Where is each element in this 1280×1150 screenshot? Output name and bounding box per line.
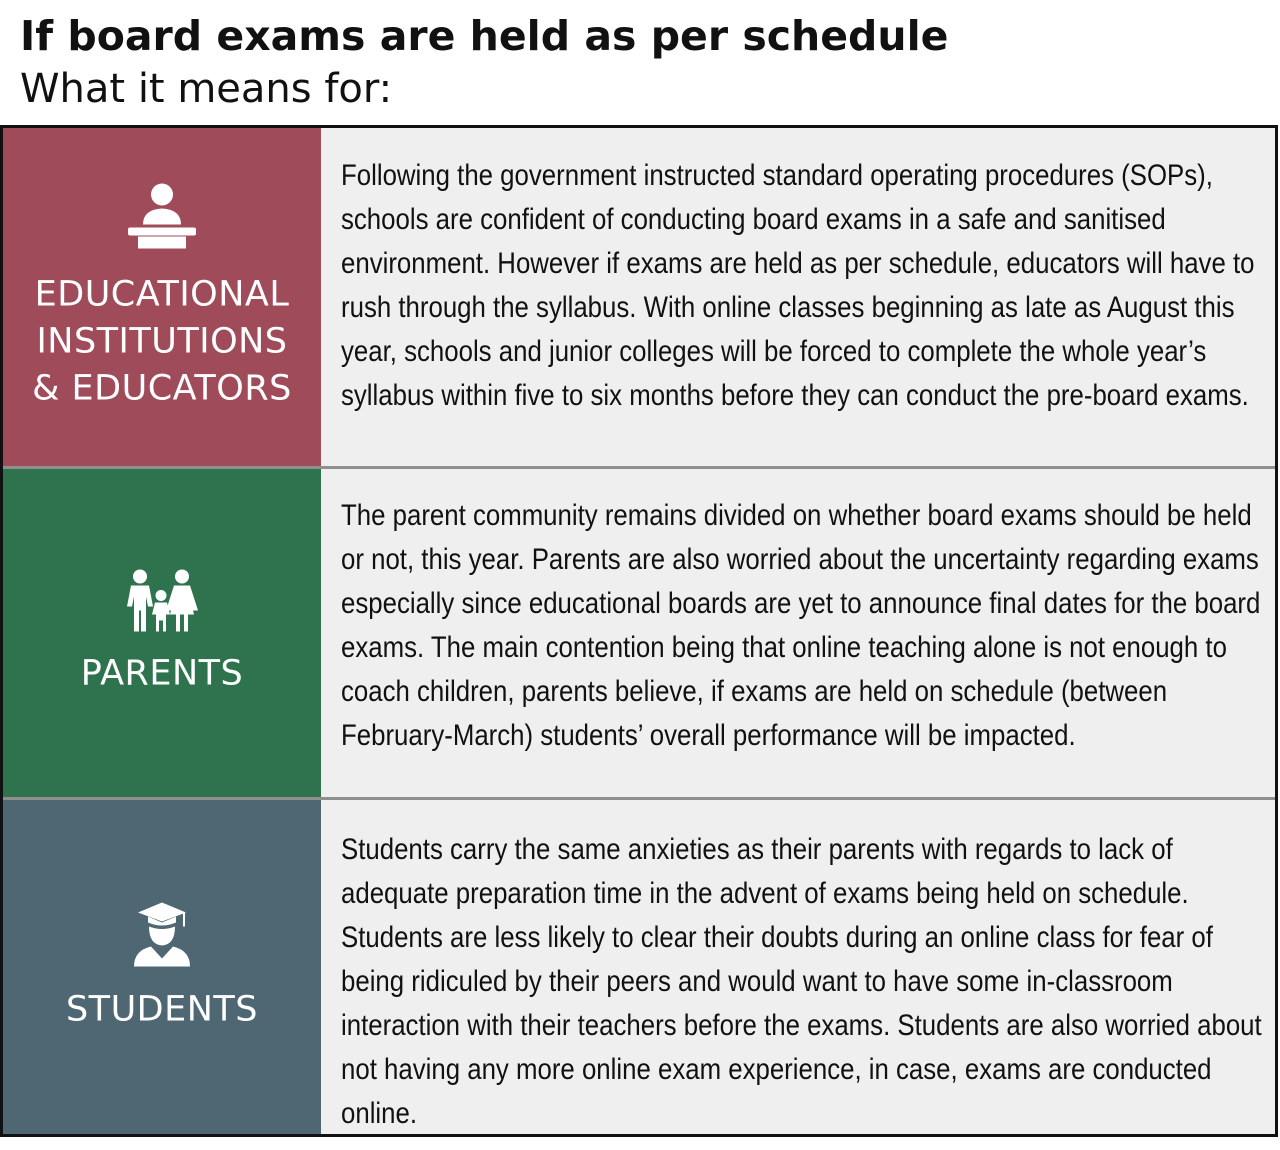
category-label-line: PARENTS	[80, 653, 244, 694]
category-cell-students	[3, 800, 321, 1134]
category-cell-educators	[3, 128, 321, 466]
info-table	[0, 125, 1278, 1137]
category-description: The parent community remains divided on whether board exams should be held or not, this year. Parents are also worried about the uncertainty regarding exams especially since educational boards are yet to announce final dates for the board exams. The main contention being that online teaching alone is not enough to coach children, parents believe, if exams are held on schedule (between February-March) students’ overall performance will be impacted.	[341, 499, 1261, 752]
table-row-educators	[3, 128, 1275, 466]
page-title: If board exams are held as per schedule	[20, 12, 949, 60]
category-label-line: STUDENTS	[65, 989, 259, 1030]
category-cell-parents	[3, 469, 321, 797]
category-description: Students carry the same anxieties as their parents with regards to lack of adequate preparation time in the advent of exams being held on schedule. Students are less likely to clear their doubts during an online class for fear of being ridiculed by their peers and would want to have some in-classroom interaction with their teachers before the exams. Students are also worried about not having any more online exam experience, in case, exams are conducted online.	[341, 833, 1262, 1130]
graduate-student-icon	[130, 901, 194, 969]
page-subtitle: What it means for:	[20, 66, 393, 112]
category-label-line: INSTITUTIONS	[36, 321, 288, 362]
family-icon	[120, 569, 204, 633]
category-label-line: EDUCATIONAL	[34, 274, 290, 315]
category-description: Following the government instructed standard operating procedures (SOPs), schools are confident of conducting board exams in a safe and sanitised environment. However if exams are held as per schedule, educators will have to rush through the syllabus. With online classes beginning as late as August this year, schools and junior colleges will be forced to complete the whole year’s syllabus within five to six months before they can conduct the pre-board exams.	[341, 159, 1255, 412]
teacher-at-podium-icon	[122, 182, 202, 254]
category-label-line: & EDUCATORS	[32, 368, 292, 409]
table-row-parents	[3, 469, 1275, 797]
table-row-students	[3, 800, 1275, 1134]
